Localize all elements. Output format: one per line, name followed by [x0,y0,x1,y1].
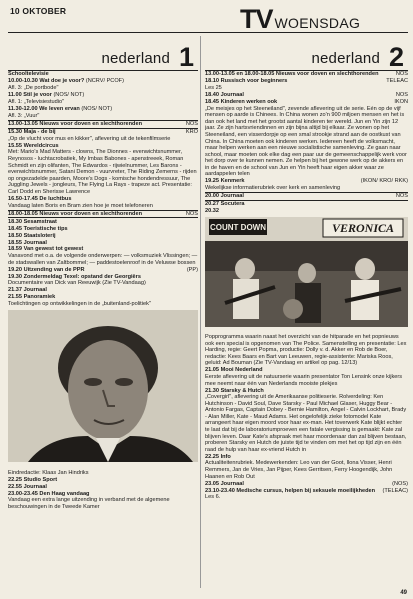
broadcaster: NOS [185,210,198,217]
program-title: Zondermeldag Texel: opstand der Georgiërs [23,273,141,280]
program-time-title [8,233,56,240]
channel-name-nl2: nederland [311,50,380,67]
program-entry [8,287,198,294]
program-time-title [8,211,142,218]
program-time: 11.00 [8,92,22,99]
program-entry [8,246,198,266]
program-note: (NOS/ NOT) [81,106,113,113]
countdown-logo: COUNT DOWN [210,222,266,232]
program-title: Journaal [220,480,244,487]
program-description: „Op de vlucht voor mus en kikker", aflevering uit de tekenfilmserie [8,135,171,142]
program-entry [8,233,198,240]
program-time: 13.00-13.05 [8,121,38,128]
program-entry [8,85,198,92]
program-title: De luchtbus [39,195,72,202]
program-description: Eindredactie: Klaas Jan Hindriks [8,469,89,476]
program-heading [8,219,198,226]
program-title: Kenmerk [220,178,245,185]
program-time-title [205,481,244,488]
program-time: 16.50-17.45 [8,195,38,202]
program-heading [8,113,198,120]
program-description: Vandaag laten Boris en Bram zien hoe je moet telefoneren [8,202,153,209]
program-description: Documentaire van Dick van Reeuwijk (Zie TV-Vandaag) [8,280,146,287]
column-divider [200,36,201,588]
program-heading [8,85,198,92]
page-number: 49 [400,590,407,596]
program-time: 23.10-23.40 [205,487,235,494]
program-heading [8,294,198,301]
program-time-title [205,78,287,85]
program-time-title [205,178,245,185]
program-time-title [8,106,112,113]
program-description: Popprogramma waarin naast het overzicht van de hitparade en het popnieuws ook een special is opgenomen van The Police. Samenstelling en presentatie: Lex Harding, regie: Geert Popma, productie: Dolly v. d. Akker en Rob de Boer, redactie: Kees Baars en Bart van Leeuwen, regie-assistente: Mariska Roos, geluid: Ad Bouman (Zie TV-Vandaag en artikel op pag. 12/13) [205,333,407,367]
program-heading [205,367,408,374]
program-time-title [8,294,55,301]
program-time: 18.30 [8,218,22,225]
program-entry [205,488,408,501]
program-heading [8,99,198,106]
program-time-title [205,367,263,374]
program-heading [205,99,408,106]
program-time: 21.37 [8,287,22,294]
program-entry [205,201,408,208]
program-heading [8,233,198,240]
program-time: 19.25 [205,178,219,185]
program-time-title [205,454,231,461]
nederland-2-column [205,36,408,596]
program-heading [8,484,198,491]
nl1-late-program-list [8,470,198,511]
program-entry [8,484,198,491]
channel-header-nl2 [205,36,408,71]
program-heading [205,201,408,208]
program-title: Wat doe je voor? [39,78,85,85]
section-brand [240,4,410,34]
broadcaster: NOS [395,91,408,98]
program-heading [8,121,198,128]
program-time: 23.05 [205,480,219,487]
program-note: Afl. 3: „Vuur" [8,113,40,120]
program-heading [8,491,198,498]
program-time-title [8,274,141,281]
program-time-title [8,85,59,92]
program-heading [8,477,198,484]
program-time-title [205,488,375,495]
program-heading [8,196,198,203]
program-heading [8,274,198,281]
program-time: 21.55 [8,294,22,301]
program-time-title [205,201,245,208]
program-heading [8,78,198,85]
program-title: Journaal [220,193,244,200]
program-entry [205,454,408,480]
program-time-title [8,267,84,274]
broadcaster: IKON [394,98,408,105]
program-entry [8,129,198,142]
program-time: 11.30-12.00 [8,106,38,113]
channel-header-nl1 [8,36,198,71]
broadcaster: KRO [185,129,198,136]
program-description: Les 25 [205,84,222,91]
program-entry [8,219,198,226]
broadcaster: (IKON/ KRO/ RKK) [360,178,408,185]
program-note: (NCRV/ PCOF) [85,78,124,85]
program-description: „De meisjes op het Steeneiland", zevende aflevering uit de serie. Eén op de vijf mensen op aarde is Chinees. In China wonen zo'n 900 miljoen mensen en het is dan ook het land met het grootst aantal kinderen ter wereld. Jun en Yin zijn 12 jaar. Ze zijn hartsvriendinnen en zijn bijna altijd bij elkaar. Ze wonen op het Steeneiland, een visserdorpje op een smal strookje strand aan de oostkust van China. In China moeten ook kinderen werken. Iedereen heeft de volksmacht, maar helpen werken aan een nieuwe socialistische samenleving. Ze gaan naar school, maar moeten ook elke dag een paar uur de gemeenschappelijk werk voor het dorp over te kunnen nemen. Ze helpen bij het gewone werk op de akkers en in de haven en de school van Jun en Yin heeft haar eigen akker waar ze aardappelen telen [205,105,407,178]
program-time-title [8,129,56,136]
program-time-title [8,240,47,247]
program-title: Journaal [23,239,47,246]
program-entry [205,192,408,201]
program-title: Studio Sport [23,476,58,483]
program-time: 22.25 [8,476,22,483]
program-heading [205,178,408,185]
program-entry [8,274,198,287]
header-rule [8,32,408,33]
program-entry [205,481,408,488]
channel-number-nl2: 2 [388,42,404,72]
nl1-program-list [8,120,198,307]
program-time: 21.05 [205,367,219,374]
program-time: 19.30 [8,273,22,280]
program-title: Toeristische tips [23,225,68,232]
program-title: Medische cursus, helpen bij seksuele moeilijkheden [236,487,376,494]
program-time-title [205,71,379,78]
program-time: 20.27 [205,201,219,208]
program-time: 18.00-18.05 [8,210,38,217]
nederland-1-column [8,36,198,596]
program-description: Wekelijkse informatierubriek over kerk en samenleving [205,185,341,192]
program-entry [8,113,198,120]
program-time-title [8,477,57,484]
program-entry [8,210,198,219]
program-time: 22.55 [8,483,22,490]
program-heading [205,193,408,200]
nl2-program-list [205,71,408,214]
program-time-title [205,193,244,200]
program-title: Mooi Nederland [220,367,263,374]
veronica-logo: VERONICA [331,220,395,235]
program-title: Staatsloterij [23,232,56,239]
program-time-title [8,287,47,294]
program-title: Nieuws voor doven en slechthorenden [39,210,142,217]
broadcaster: TELEAC [386,78,408,85]
program-heading [8,143,198,150]
program-title: Stil je voor [23,92,52,99]
program-heading [8,246,198,253]
program-time-title [8,78,124,85]
program-description: Actualiteitenrubriek. Medewerkenden: Leo van der Goot, Ilona Visser, Henri Remmers, Jan de Vries, Jan Pijper, Kees Gerritsen, Ferry Hoogendijk, John Haanen en Rob Out [205,460,393,480]
program-title: Wereldcircus [23,142,59,149]
program-time: 15.55 [8,142,22,149]
program-title: Uitzending van de PPR [23,266,85,273]
nl1-school-block [8,71,198,120]
program-description: Eerste aflevering uit de natuurserie waarin presentator Ton Lensink onze kijkers mee neemt naar één van Nederlands mooiste plekjes [205,373,403,387]
program-time-title [8,196,71,203]
channel-number-nl1: 1 [178,42,194,72]
program-entry [205,388,408,454]
broadcaster: (NOS) [392,480,408,487]
program-time-title [8,71,49,78]
broadcaster: (TELEAC) [382,487,408,494]
program-heading [8,240,198,247]
program-title: Socutera [220,201,245,208]
program-entry [8,92,198,99]
program-time: 18.40 [205,91,219,98]
program-entry [8,470,198,477]
program-title: Russisch voor beginners [220,78,288,85]
program-time: 19.20 [8,266,22,273]
program-heading [205,71,408,78]
program-heading [205,208,408,215]
broadcaster: NOS [395,71,408,78]
program-entry [8,477,198,484]
program-description: Les 6. [205,494,221,501]
program-entry [8,267,198,274]
program-heading [205,481,408,488]
program-heading [205,92,408,99]
channel-name-nl1: nederland [101,50,170,67]
brand-tv: TV [240,4,273,34]
program-time: 21.30 [205,387,219,394]
program-title: Journaal [23,483,47,490]
program-title: We leven ervan [39,106,80,113]
program-description: Vandaag een extra lange uitzending in verband met de algemene beschouwingen in de Tweede Kamer [8,497,170,510]
program-entry [8,491,198,511]
program-time-title [8,121,142,128]
program-time: 23.00-23.45 [8,490,38,497]
program-heading [8,71,198,78]
program-time: 18.10 [205,78,219,85]
program-time: 18.50 [8,232,22,239]
program-note: Afl. 1: „Televisiestudio" [8,99,65,106]
program-time-title [8,92,84,99]
program-time-title [8,99,64,106]
program-entry [205,78,408,91]
program-title: Maja - de bij [23,129,56,136]
program-entry [8,240,198,247]
program-heading [205,488,408,495]
program-title: Sesamstraat [23,218,57,225]
program-entry [8,71,198,78]
program-time-title [205,92,244,99]
broadcaster: (PP) [186,266,198,273]
program-time-title [8,491,89,498]
program-time: 22.25 [205,453,219,460]
program-time-title [205,388,264,395]
program-time: 18.45 [205,98,219,105]
program-description: Met: Mario's Mad Matters - clowns, The Dionnes - evenwichtsnummer, Reynosos - luchtacrobatiek, My Imbas Babones - apenstreeek, Roman Schmidt en zijn olifanten, The Edwardos - rijwielnummer, Les Barons - evenwichtsnummer, Satani Demon - vuurvreter, The Riding Zemerns - rijden op ongezadelde paarden, Moore's Dogs - komische hondendressuur, The Juggling Jewels - jongleurs, The Flying La Rays - trapeze act. Presentatie: Carl Dodd en Sherisse Lawrence [8,149,197,195]
program-time-title [8,143,59,150]
program-entry [8,226,198,233]
program-title: Van gewest tot gewest [23,246,84,253]
program-title: Nieuws voor doven en slechthorenden [39,121,142,128]
program-heading [205,454,408,461]
program-time-title [8,219,57,226]
program-description: „Covergirl", aflevering uit de Amerikaanse politieserie. Rolverdeling: Ken Hutchinson - David Soul, Dave Starsky - Paul Michael Glaser, Huggy Bear - Antonio Fargas, Captain Dobey - Bernie Hamilton, Angel - Calvin Lockhart, Brady - Alan Miller, Kate - Maud Adams. Het ongelofelijk zieke fotomodel Kate arrangeert haar eigen moord voor haar ex-man. Het toverwerk Kate blijkt echter te laat dat bij de laboratoriumproeven een fatale vergissing is gemaakt: Kate zal blijven leven. Daar Kate's afspraak met haar moordenaar dan zal blijven bestaan, proberen Starsky en Hutch de juiste tijd te vinden om met het op tijd zijn en één raad de hulp van haar ex-vriend Hutch in [205,394,407,453]
nl2-late-program-list [205,334,408,501]
program-time: 18.45 [8,225,22,232]
program-heading [8,92,198,99]
program-time: 10.00-10.30 [8,78,38,85]
program-entry [8,78,198,85]
program-entry [205,92,408,99]
program-heading [8,211,198,218]
portrait-photo [8,310,198,462]
program-time: 13.00-13.05 en 18.00-18.05 [205,71,275,78]
program-heading [8,106,198,113]
program-entry [205,99,408,178]
program-entry [205,208,408,215]
program-heading [8,129,198,136]
program-description: Vanavond met o.a. de volgende onderwerpen: — volksmuziek Vlissingen; — de stadswallen van Zaltbommel; — paddestoelenroof in de Veluwse bossen [8,253,198,266]
program-title: Schooltelevisie [8,71,49,78]
program-time: 18.55 [8,239,22,246]
program-entry [205,71,408,78]
program-heading [205,78,408,85]
program-time-title [205,208,219,215]
program-title: Kinderen werken ook [220,98,278,105]
program-heading [205,388,408,395]
countdown-band-photo [205,217,408,327]
program-note: Afl. 3: „De portbode" [8,85,59,92]
page-header [8,4,408,34]
program-time-title [8,113,39,120]
program-time: 18.59 [8,246,22,253]
program-title: Starsky & Hutch [220,387,264,394]
program-entry [205,178,408,191]
program-entry [8,99,198,106]
program-time: 20.00 [205,193,219,200]
brand-day: WOENSDAG [274,15,361,31]
program-title: Journaal [220,91,244,98]
program-heading [8,267,198,274]
program-entry [205,334,408,367]
program-entry [8,143,198,196]
program-title: Journaal [23,287,47,294]
program-entry [205,367,408,387]
program-time: 20.32 [205,208,219,214]
program-heading [8,226,198,233]
program-time-title [205,99,277,106]
program-entry [8,120,198,129]
program-entry [8,294,198,307]
program-time-title [8,226,68,233]
program-description: Toelichtingen op ontwikkelingen in de „buitenland-politiek" [8,300,151,307]
program-title: Den Haag vandaag [39,490,90,497]
program-title: Panoramiek [23,294,56,301]
page-date: 10 OKTOBER [10,6,67,16]
broadcaster: NOS [395,193,408,200]
program-entry [8,106,198,113]
program-entry [8,196,198,209]
program-heading [8,287,198,294]
program-time-title [8,246,83,253]
program-note: (NOS/ NOT) [53,92,85,99]
broadcaster: NOS [185,121,198,128]
program-time-title [8,484,47,491]
program-title: Info [220,453,231,460]
program-time: 15.30 [8,129,22,136]
program-title: Nieuws voor doven en slechthorenden [275,71,379,78]
